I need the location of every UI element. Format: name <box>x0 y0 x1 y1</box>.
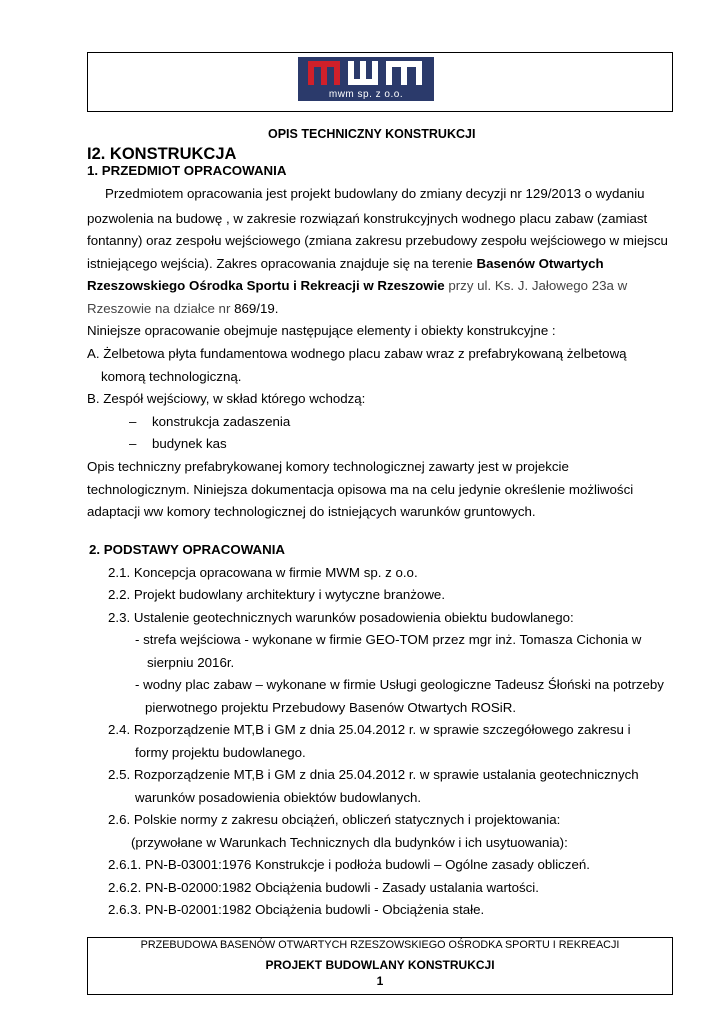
list-item-continuation: formy projektu budowlanego. <box>135 745 306 760</box>
paragraph-line: fontanny) oraz zespołu wejściowego (zmiana zakresu przebudowy zespołu wejściowego w miejscu <box>87 233 668 248</box>
paragraph-line <box>87 255 604 273</box>
paragraph-line <box>87 300 278 318</box>
page-number: 1 <box>376 974 384 988</box>
list-item: A. Żelbetowa płyta fundamentowa wodnego placu zabaw wraz z prefabrykowaną żelbetową <box>87 346 627 361</box>
text-run: istniejącego wejścia). Zakres opracowania znajduje się na terenie <box>87 256 477 271</box>
list-subitem-continuation: pierwotnego projektu Przebudowy Basenów Otwartych ROSiR. <box>145 700 517 715</box>
list-item: 2.5. Rozporządzenie MT,B i GM z dnia 25.04.2012 r. w sprawie ustalania geotechnicznych <box>108 767 639 782</box>
paragraph-line: Niniejsze opracowanie obejmuje następujące elementy i obiekty konstrukcyjne : <box>87 323 556 338</box>
paragraph-line: technologicznym. Niniejsza dokumentacja opisowa ma na celu jedynie określenie możliwości <box>87 482 634 497</box>
footer-document-type: PROJEKT BUDOWLANY KONSTRUKCJI <box>265 958 495 972</box>
text-run: Rzeszowie na działce nr <box>87 301 235 316</box>
paragraph-line: pozwolenia na budowę , w zakresie rozwiązań konstrukcyjnych wodnego placu zabaw (zamiast <box>87 211 648 226</box>
list-item: 2.6.3. PN-B-02001:1982 Obciążenia budowli - Obciążenia stałe. <box>108 902 485 917</box>
document-title: OPIS TECHNICZNY KONSTRUKCJI <box>268 127 476 141</box>
list-item: 2.3. Ustalenie geotechnicznych warunków posadowienia obiektu budowlanego: <box>108 610 574 625</box>
list-item-continuation: (przywołane w Warunkach Technicznych dla budynków i ich usytuowania): <box>131 835 568 850</box>
list-item: 2.2. Projekt budowlany architektury i wytyczne branżowe. <box>108 587 446 602</box>
list-item-continuation: komorą technologiczną. <box>101 369 242 384</box>
list-item: 2.6. Polskie normy z zakresu obciążeń, obliczeń statycznych i projektowania: <box>108 812 561 827</box>
section-heading: I2. KONSTRUKCJA <box>87 145 237 163</box>
paragraph-line: Opis techniczny prefabrykowanej komory technologicznej zawarty jest w projekcie <box>87 459 569 474</box>
list-subitem: - wodny plac zabaw – wykonane w firmie Usługi geologiczne Tadeusz Śłoński na potrzeby <box>135 677 664 692</box>
subsection-heading-1: 1. PRZEDMIOT OPRACOWANIA <box>87 163 287 178</box>
logo-subtitle: mwm sp. z o.o. <box>328 89 404 100</box>
list-item: 2.4. Rozporządzenie MT,B i GM z dnia 25.04.2012 r. w sprawie szczegółowego zakresu i <box>108 722 631 737</box>
bullet-item: konstrukcja zadaszenia <box>152 414 291 429</box>
text-run-bold: Rzeszowskiego Ośrodka Sportu i Rekreacji w Rzeszowie <box>87 278 445 293</box>
bullet-item: budynek kas <box>152 436 227 451</box>
list-item-continuation: warunków posadowienia obiektów budowlanych. <box>135 790 422 805</box>
paragraph-line: adaptacji ww komory technologicznej do istniejących warunków gruntowych. <box>87 504 536 519</box>
paragraph-line: Przedmiotem opracowania jest projekt budowlany do zmiany decyzji nr 129/2013 o wydaniu <box>105 186 645 201</box>
list-item: 2.1. Koncepcja opracowana w firmie MWM sp. z o.o. <box>108 565 418 580</box>
list-item: 2.6.2. PN-B-02000:1982 Obciążenia budowli - Zasady ustalania wartości. <box>108 880 539 895</box>
text-run: 869/19. <box>234 301 279 316</box>
footer-project-name: PRZEBUDOWA BASENÓW OTWARTYCH RZESZOWSKIEGO OŚRODKA SPORTU I REKREACJI <box>140 939 620 951</box>
list-subitem: - strefa wejściowa - wykonane w firmie GEO-TOM przez mgr inż. Tomasza Cichonia w <box>135 632 642 647</box>
text-run-bold: Basenów Otwartych <box>476 256 604 271</box>
subsection-heading-2: 2. PODSTAWY OPRACOWANIA <box>89 542 286 557</box>
paragraph-line <box>87 277 627 295</box>
list-item: B. Zespół wejściowy, w skład którego wchodzą: <box>87 391 366 406</box>
bullet-dash: – <box>129 436 137 451</box>
text-run: przy ul. Ks. J. Jałowego 23a w <box>444 278 628 293</box>
bullet-dash: – <box>129 414 137 429</box>
list-subitem-continuation: sierpniu 2016r. <box>147 655 235 670</box>
list-item: 2.6.1. PN-B-03001:1976 Konstrukcje i podłoża budowli – Ogólne zasady obliczeń. <box>108 857 590 872</box>
